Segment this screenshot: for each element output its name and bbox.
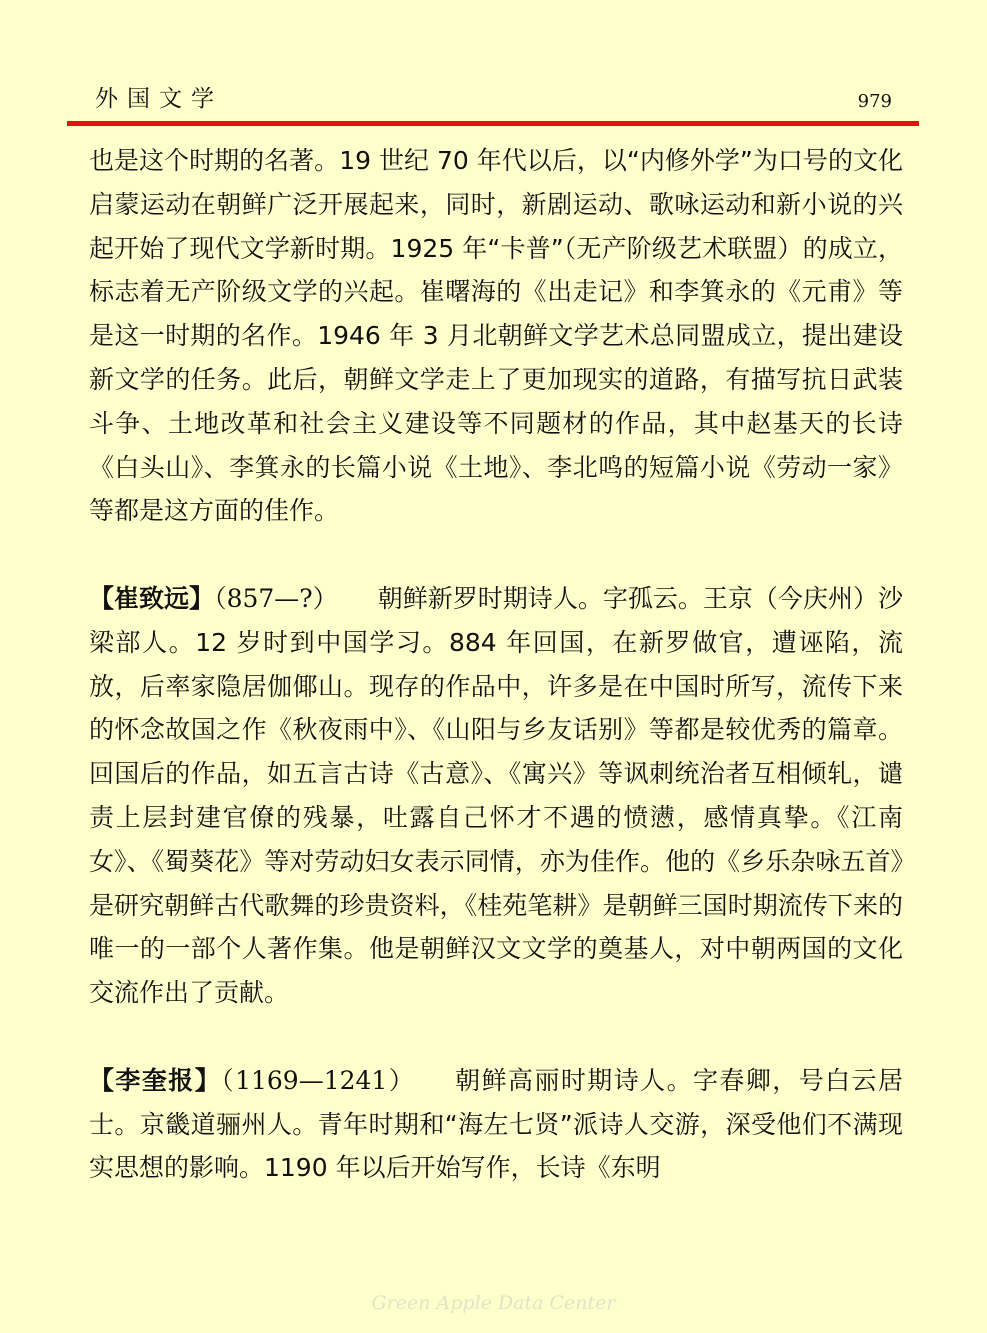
entry-yi-kyubo [89,1059,903,1190]
entry-body: 朝鲜高丽时期诗人。字春卿，号白云居士。京畿道骊州人。青年时期和“海左七贤”派诗人交游，深受他们不满现实思想的影响。1190 年以后开始写作，长诗《东明 [89,1065,903,1183]
intro-paragraph: 也是这个时期的名著。19 世纪 70 年代以后，以“内修外学”为口号的文化启蒙运动在朝鲜广泛开展起来，同时，新剧运动、歌咏运动和新小说的兴起开始了现代文学新时期。1925 年“卡普”（无产阶级艺术联盟）的成立，标志着无产阶级文学的兴起。崔曙海的《出走记》和李箕永的《元甫》等是这一时期的名作。1946 年 3 月北朝鲜文学艺术总同盟成立，提出建设新文学的任务。此后，朝鲜文学走上了更加现实的道路，有描写抗日武装斗争、土地改革和社会主义建设等不同题材的作品，其中赵基天的长诗《白头山》、李箕永的长篇小说《土地》、李北鸣的短篇小说《劳动一家》等都是这方面的佳作。 [89,146,903,526]
entry-dates: （857—?） [214,583,338,613]
entry-choe-chiwon [89,577,903,1015]
header-rule [67,121,919,126]
page-body [89,139,903,1190]
page-number: 979 [857,91,892,112]
entry-body: 朝鲜新罗时期诗人。字孤云。王京（今庆州）沙梁部人。12 岁时到中国学习。884 年回国，在新罗做官，遭诬陷，流放，后率家隐居伽倻山。现存的作品中，许多是在中国时所写，流传下来的怀念故国之作《秋夜雨中》、《山阳与乡友话别》等都是较优秀的篇章。回国后的作品，如五言古诗《古意》、《寓兴》等讽刺统治者互相倾轧，谴责上层封建官僚的残暴，吐露自己怀才不遇的愤懑，感情真挚。《江南女》、《蜀葵花》等对劳动妇女表示同情，亦为佳作。他的《乡乐杂咏五首》是研究朝鲜古代歌舞的珍贵资料，《桂苑笔耕》是朝鲜三国时期流传下来的唯一的一部个人著作集。他是朝鲜汉文文学的奠基人，对中朝两国的文化交流作出了贡献。 [89,583,903,1008]
running-header-title: 外国文学 [95,86,223,112]
entry-dates: （1169—1241） [221,1065,416,1095]
watermark: Green Apple Data Center [371,1292,616,1314]
entry-headword: 【李奎报】 [89,1065,222,1095]
entry-headword: 【崔致远】 [89,583,215,613]
